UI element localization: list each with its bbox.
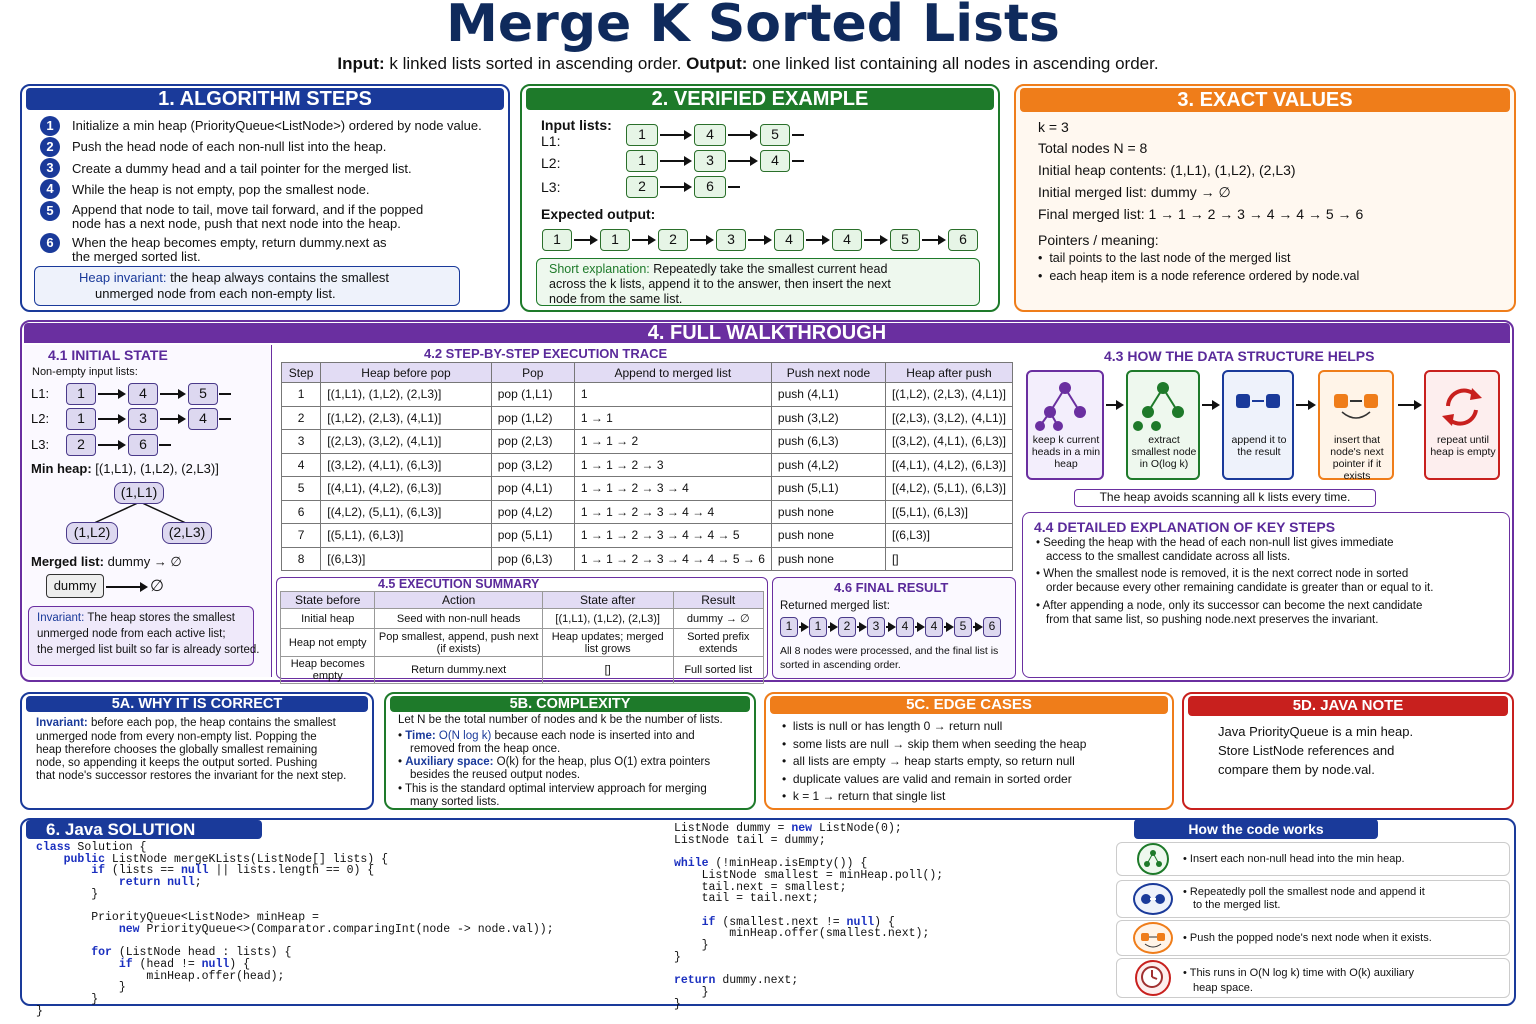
java-solution-title: 6. Java SOLUTION [26, 820, 262, 839]
why-line: unmerged node from every non-empty list. Popping the [36, 731, 317, 743]
table-cell: push (6,L3) [771, 430, 885, 454]
detail-bullet: • When the smallest node is removed, it is the next correct node in sorted [1036, 568, 1409, 580]
repeat-icon [1426, 380, 1498, 430]
java-note-line: compare them by node.val. [1218, 762, 1375, 777]
insert-icon [1133, 922, 1173, 954]
output-node: 1 [780, 617, 798, 637]
step-5-badge: 5 [40, 201, 60, 221]
page-subtitle: Input: k linked lists sorted in ascending order. Output: one linked list containing all nodes in ascending order. [337, 54, 1159, 73]
why-line: node, so appending it keeps the output sorted. Pushing [36, 757, 318, 769]
table-cell: 1 → 1 → 2 → 3 [574, 453, 771, 477]
table-row [281, 657, 764, 684]
output-node: 5 [890, 229, 920, 251]
table-cell: pop (4,L1) [491, 477, 574, 501]
verified-example-title: 2. VERIFIED EXAMPLE [526, 88, 994, 110]
expected-output-label: Expected output: [541, 206, 656, 222]
trace-title: 4.2 STEP-BY-STEP EXECUTION TRACE [424, 346, 668, 361]
table-cell: push none [771, 524, 885, 548]
table-cell: pop (5,L1) [491, 524, 574, 548]
list-node: 2 [626, 176, 658, 198]
table-cell: 5 [282, 477, 321, 501]
nonempty-label: Non-empty input lists: [32, 366, 138, 378]
complexity-std-2: many sorted lists. [410, 796, 500, 808]
step-3-badge: 3 [40, 158, 60, 178]
table-cell: 7 [282, 524, 321, 548]
why-line: heap therefore chooses the globally smallest remaining [36, 744, 318, 756]
table-cell: [] [542, 657, 673, 684]
step-6-badge: 6 [40, 233, 60, 253]
right-arrow-icon [944, 626, 952, 628]
table-row [282, 477, 1013, 501]
summary-header: State after [542, 592, 673, 609]
table-cell: [(5,L1), (6,L3)] [885, 500, 1012, 524]
code-block-right: ListNode dummy = new ListNode(0); ListNode tail = dummy; while (!minHeap.isEmpty()) { ListNode smallest = minHeap.poll(); tail.next = smallest; tail = tail.next; if (smallest.next != null) { minHeap.offer(smallest.next); } } return dummy.next; } } [674, 822, 944, 1011]
append-icon [1133, 883, 1173, 915]
complexity-aux-2: besides the reused output nodes. [410, 769, 581, 781]
table-cell: [(1,L2), (2,L3), (4,L1)] [321, 406, 491, 430]
summary-title: 4.5 EXECUTION SUMMARY [378, 577, 540, 591]
table-cell: 8 [282, 547, 321, 571]
algorithm-steps-title: 1. ALGORITHM STEPS [26, 88, 504, 110]
complexity-title: 5B. COMPLEXITY [390, 696, 750, 712]
table-cell: 1 → 1 → 2 → 3 → 4 → 4 → 5 [574, 524, 771, 548]
step-6-text: When the heap becomes empty, return dummy.next as [72, 235, 387, 250]
list-node: 4 [128, 383, 158, 405]
how-item: • Insert each non-null head into the min heap. [1116, 842, 1510, 876]
heap-root: (1,L1) [114, 482, 164, 504]
right-arrow-icon [1398, 404, 1420, 406]
trace-header: Step [282, 363, 321, 383]
final-merged: Final merged list: 1 → 1 → 2 → 3 → 4 → 4 → 5 → 6 [1038, 206, 1364, 222]
summary-header: Result [673, 592, 763, 609]
table-cell: push none [771, 547, 885, 571]
helps-item-heap: keep k current heads in a min heap [1026, 370, 1104, 480]
trace-header: Append to merged list [574, 363, 771, 383]
helps-item-repeat: repeat until heap is empty [1424, 370, 1500, 480]
initial-heap: Initial heap contents: (1,L1), (1,L2), (2,L3) [1038, 162, 1296, 178]
table-cell: pop (1,L2) [491, 406, 574, 430]
table-row [282, 500, 1013, 524]
table-cell: push (3,L2) [771, 406, 885, 430]
edge-cases-title: 5C. EDGE CASES [770, 696, 1168, 714]
code-block-left: class Solution { public ListNode mergeKLists(ListNode[] lists) { if (lists == null || lists.length == 0) { return null; } PriorityQueue<ListNode> minHeap = new PriorityQueue<>(Comparator.comparingInt(node -> node.val)); for (ListNode head : lists) { if (head != null) { minHeap.offer(head); } } } [36, 841, 554, 1018]
java-note-line: Java PriorityQueue is a min heap. [1218, 724, 1414, 739]
pointers-label: Pointers / meaning: [1038, 232, 1159, 248]
table-cell: 1 [574, 383, 771, 407]
table-cell: [] [885, 547, 1012, 571]
table-cell: [(1,L2), (2,L3), (4,L1)] [885, 383, 1012, 407]
why-line: Invariant: before each pop, the heap contains the smallest [36, 717, 336, 729]
table-cell: Initial heap [281, 609, 375, 629]
table-cell: 3 [282, 430, 321, 454]
output-node: 2 [838, 617, 856, 637]
l3-label: L3: [31, 437, 50, 452]
table-row [282, 383, 1013, 407]
final-result-label: Returned merged list: [780, 600, 890, 612]
table-cell: [(6,L3)] [885, 524, 1012, 548]
list-node: 1 [66, 408, 96, 430]
table-cell: [(4,L2), (5,L1), (6,L3)] [885, 477, 1012, 501]
edge-case-item: • k = 1 → return that single list [782, 789, 946, 803]
edge-case-item: • some lists are null → skip them when seeding the heap [782, 736, 1087, 751]
final-note: All 8 nodes were processed, and the final list is [780, 645, 999, 657]
why-correct-title: 5A. WHY IT IS CORRECT [26, 696, 368, 712]
list-node: 6 [128, 434, 158, 456]
right-arrow-icon [1106, 404, 1122, 406]
l3-label: L3: [541, 179, 561, 195]
table-cell: push (4,L2) [771, 453, 885, 477]
initial-merged: Initial merged list: dummy → ∅ [1038, 184, 1231, 200]
short-explanation-box: Short explanation: Repeatedly take the smallest current head across the k lists, append it to the answer, then insert the next node from the same list. [536, 258, 980, 306]
step-2-text: Push the head node of each non-null list into the heap. [72, 139, 387, 154]
right-arrow-icon [1202, 404, 1218, 406]
table-row [282, 524, 1013, 548]
complexity-std: • This is the standard optimal interview approach for merging [398, 783, 707, 795]
table-row [281, 609, 764, 629]
table-cell: [(5,L1), (6,L3)] [321, 524, 491, 548]
summary-header: State before [281, 592, 375, 609]
table-cell: Heap not empty [281, 629, 375, 657]
complexity-time: • Time: O(N log k) because each node is inserted into and [398, 730, 695, 742]
l2-label: L2: [31, 411, 50, 426]
table-cell: Full sorted list [673, 657, 763, 684]
output-node: 4 [832, 229, 862, 251]
step-6-text-2: the merged sorted list. [72, 249, 201, 264]
table-cell: Seed with non-null heads [375, 609, 542, 629]
output-node: 5 [954, 617, 972, 637]
table-cell: dummy → ∅ [673, 609, 763, 629]
table-cell: push (4,L1) [771, 383, 885, 407]
table-cell: [(6,L3)] [321, 547, 491, 571]
list-node: 5 [188, 383, 218, 405]
page-title: Merge K Sorted Lists [446, 0, 1060, 54]
l1-label: L1: [541, 133, 561, 149]
summary-table [280, 591, 764, 684]
complexity-aux: • Auxiliary space: O(k) for the heap, plus O(1) extra pointers [398, 756, 711, 768]
list-node: 4 [760, 150, 790, 172]
table-cell: [(1,L1), (1,L2), (2,L3)] [542, 609, 673, 629]
right-arrow-icon [886, 626, 894, 628]
right-arrow-icon [915, 626, 923, 628]
table-cell: [(3,L2), (4,L1), (6,L3)] [885, 430, 1012, 454]
table-cell: 1 → 1 → 2 → 3 → 4 [574, 477, 771, 501]
table-row [282, 453, 1013, 477]
trace-header: Push next node [771, 363, 885, 383]
l2-label: L2: [541, 155, 561, 171]
trace-table [281, 362, 1013, 571]
step-4-badge: 4 [40, 179, 60, 199]
helps-item-extract: extract smallest node in O(log k) [1126, 370, 1200, 480]
table-cell: [(4,L2), (5,L1), (6,L3)] [321, 500, 491, 524]
append-icon [1224, 386, 1292, 426]
table-row [281, 629, 764, 657]
right-arrow-icon [828, 626, 836, 628]
edge-case-item: • all lists are empty → heap starts empty, so return null [782, 754, 1075, 768]
java-note-title: 5D. JAVA NOTE [1188, 696, 1508, 716]
output-node: 6 [948, 229, 978, 251]
output-node: 3 [867, 617, 885, 637]
min-heap-label: Min heap: [(1,L1), (1,L2), (2,L3)] [31, 461, 219, 476]
total-nodes: Total nodes N = 8 [1038, 140, 1148, 156]
table-cell: push none [771, 500, 885, 524]
merged-list-label: Merged list: dummy → ∅ [31, 554, 182, 569]
detail-bullet-cont: from that same list, so pushing node.next preserves the invariant. [1046, 614, 1379, 626]
dummy-node: dummy [46, 574, 104, 598]
list-node: 3 [128, 408, 158, 430]
list-node: 4 [188, 408, 218, 430]
table-cell: Return dummy.next [375, 657, 542, 684]
detail-bullet: • Seeding the heap with the head of each non-null list gives immediate [1036, 537, 1394, 549]
table-cell: 1 → 1 → 2 [574, 430, 771, 454]
output-node: 1 [809, 617, 827, 637]
step-2-badge: 2 [40, 137, 60, 157]
table-row [282, 547, 1013, 571]
null-symbol: ∅ [150, 578, 164, 595]
java-note-line: Store ListNode references and [1218, 743, 1395, 758]
table-cell: Sorted prefix extends [673, 629, 763, 657]
summary-header: Action [375, 592, 542, 609]
list-node: 5 [760, 124, 790, 146]
tree-icon [1128, 376, 1198, 436]
clock-icon [1135, 960, 1171, 996]
how-item: • Push the popped node's next node when it exists. [1116, 920, 1510, 956]
right-arrow-icon [1296, 404, 1314, 406]
pointer-item: • tail points to the last node of the merged list [1038, 251, 1291, 265]
tree-icon [1137, 843, 1169, 875]
tree-icon [1028, 376, 1102, 436]
helps-title: 4.3 HOW THE DATA STRUCTURE HELPS [1104, 348, 1375, 364]
output-node: 4 [925, 617, 943, 637]
edge-case-item: • duplicate values are valid and remain in sorted order [782, 771, 1072, 786]
insert-icon [1320, 384, 1392, 428]
table-cell: 1 → 1 [574, 406, 771, 430]
initial-invariant-box: Invariant: The heap stores the smallest unmerged node from each active list; the merged list built so far is already sorted. [28, 606, 254, 666]
table-cell: pop (2,L3) [491, 430, 574, 454]
right-arrow-icon [799, 626, 807, 628]
list-node: 1 [66, 383, 96, 405]
table-cell: 2 [282, 406, 321, 430]
table-cell: 1 [282, 383, 321, 407]
k-value: k = 3 [1038, 119, 1069, 135]
table-cell: push (5,L1) [771, 477, 885, 501]
table-cell: Heap becomes empty [281, 657, 375, 684]
complexity-time-2: removed from the heap once. [410, 743, 561, 755]
step-5-text: Append that node to tail, move tail forward, and if the popped [72, 202, 424, 217]
heap-invariant-box: Heap invariant: the heap always contains the smallest unmerged node from each non-empty list. [34, 266, 460, 306]
trace-header: Heap after push [885, 363, 1012, 383]
table-row [282, 406, 1013, 430]
final-result-title: 4.6 FINAL RESULT [834, 580, 949, 595]
table-cell: Pop smallest, append, push next (if exists) [375, 629, 542, 657]
output-node: 3 [716, 229, 746, 251]
list-node: 4 [694, 124, 726, 146]
helps-item-append: append it to the result [1222, 370, 1294, 480]
full-walkthrough-title: 4. FULL WALKTHROUGH [24, 323, 1510, 343]
list-node: 1 [626, 124, 658, 146]
detail-bullet-cont: order because every other remaining candidate is greater than or equal to it. [1046, 582, 1434, 594]
complexity-intro: Let N be the total number of nodes and k be the number of lists. [398, 714, 723, 726]
helps-item-insert: insert that node's next pointer if it exists [1318, 370, 1394, 480]
table-cell: pop (3,L2) [491, 453, 574, 477]
output-node: 4 [774, 229, 804, 251]
input-lists-label: Input lists: [541, 117, 612, 133]
output-node: 1 [600, 229, 630, 251]
right-arrow-icon [857, 626, 865, 628]
exact-values-title: 3. EXACT VALUES [1020, 88, 1510, 112]
table-cell: 1 → 1 → 2 → 3 → 4 → 4 → 5 → 6 [574, 547, 771, 571]
step-4-text: While the heap is not empty, pop the smallest node. [72, 182, 370, 197]
table-row [282, 430, 1013, 454]
table-cell: 1 → 1 → 2 → 3 → 4 → 4 [574, 500, 771, 524]
output-node: 2 [658, 229, 688, 251]
table-cell: pop (1,L1) [491, 383, 574, 407]
step-1-badge: 1 [40, 116, 60, 136]
list-node: 1 [626, 150, 658, 172]
detail-bullet: • After appending a node, only its successor can become the next candidate [1036, 600, 1423, 612]
table-cell: pop (4,L2) [491, 500, 574, 524]
output-node: 1 [542, 229, 572, 251]
detail-bullet-cont: access to the smallest candidate across all lists. [1046, 551, 1291, 563]
list-node: 2 [66, 434, 96, 456]
table-cell: [(4,L1), (4,L2), (6,L3)] [321, 477, 491, 501]
how-item: • This runs in O(N log k) time with O(k) auxiliary heap space. [1116, 958, 1510, 998]
step-1-text: Initialize a min heap (PriorityQueue<ListNode>) ordered by node value. [72, 118, 482, 133]
table-cell: [(1,L1), (1,L2), (2,L3)] [321, 383, 491, 407]
pointer-item: • each heap item is a node reference ordered by node.val [1038, 269, 1360, 283]
table-cell: [(2,L3), (3,L2), (4,L1)] [321, 430, 491, 454]
helps-footer: The heap avoids scanning all k lists every time. [1074, 489, 1376, 507]
output-node: 4 [896, 617, 914, 637]
heap-right: (2,L3) [162, 522, 212, 544]
step-3-text: Create a dummy head and a tail pointer for the merged list. [72, 161, 412, 176]
how-code-works-title: How the code works [1134, 819, 1378, 839]
output-node: 6 [983, 617, 1001, 637]
table-cell: pop (6,L3) [491, 547, 574, 571]
list-node: 3 [694, 150, 726, 172]
l1-label: L1: [31, 386, 50, 401]
why-line: that node's successor restores the invariant for the next step. [36, 770, 347, 782]
table-cell: 4 [282, 453, 321, 477]
step-5-text-2: node has a next node, push that next node into the heap. [72, 216, 401, 231]
table-cell: [(3,L2), (4,L1), (6,L3)] [321, 453, 491, 477]
how-item: • Repeatedly poll the smallest node and append it to the merged list. [1116, 880, 1510, 918]
list-node: 6 [694, 176, 726, 198]
table-cell: Heap updates; merged list grows [542, 629, 673, 657]
trace-header: Pop [491, 363, 574, 383]
initial-state-title: 4.1 INITIAL STATE [48, 347, 168, 363]
trace-header: Heap before pop [321, 363, 491, 383]
detail-title: 4.4 DETAILED EXPLANATION OF KEY STEPS [1034, 519, 1336, 535]
table-cell: [(2,L3), (3,L2), (4,L1)] [885, 406, 1012, 430]
edge-case-item: • lists is null or has length 0 → return null [782, 719, 1003, 733]
final-note-2: sorted in ascending order. [780, 659, 901, 671]
right-arrow-icon [973, 626, 981, 628]
table-cell: 6 [282, 500, 321, 524]
table-cell: [(4,L1), (4,L2), (6,L3)] [885, 453, 1012, 477]
heap-left: (1,L2) [66, 522, 118, 544]
